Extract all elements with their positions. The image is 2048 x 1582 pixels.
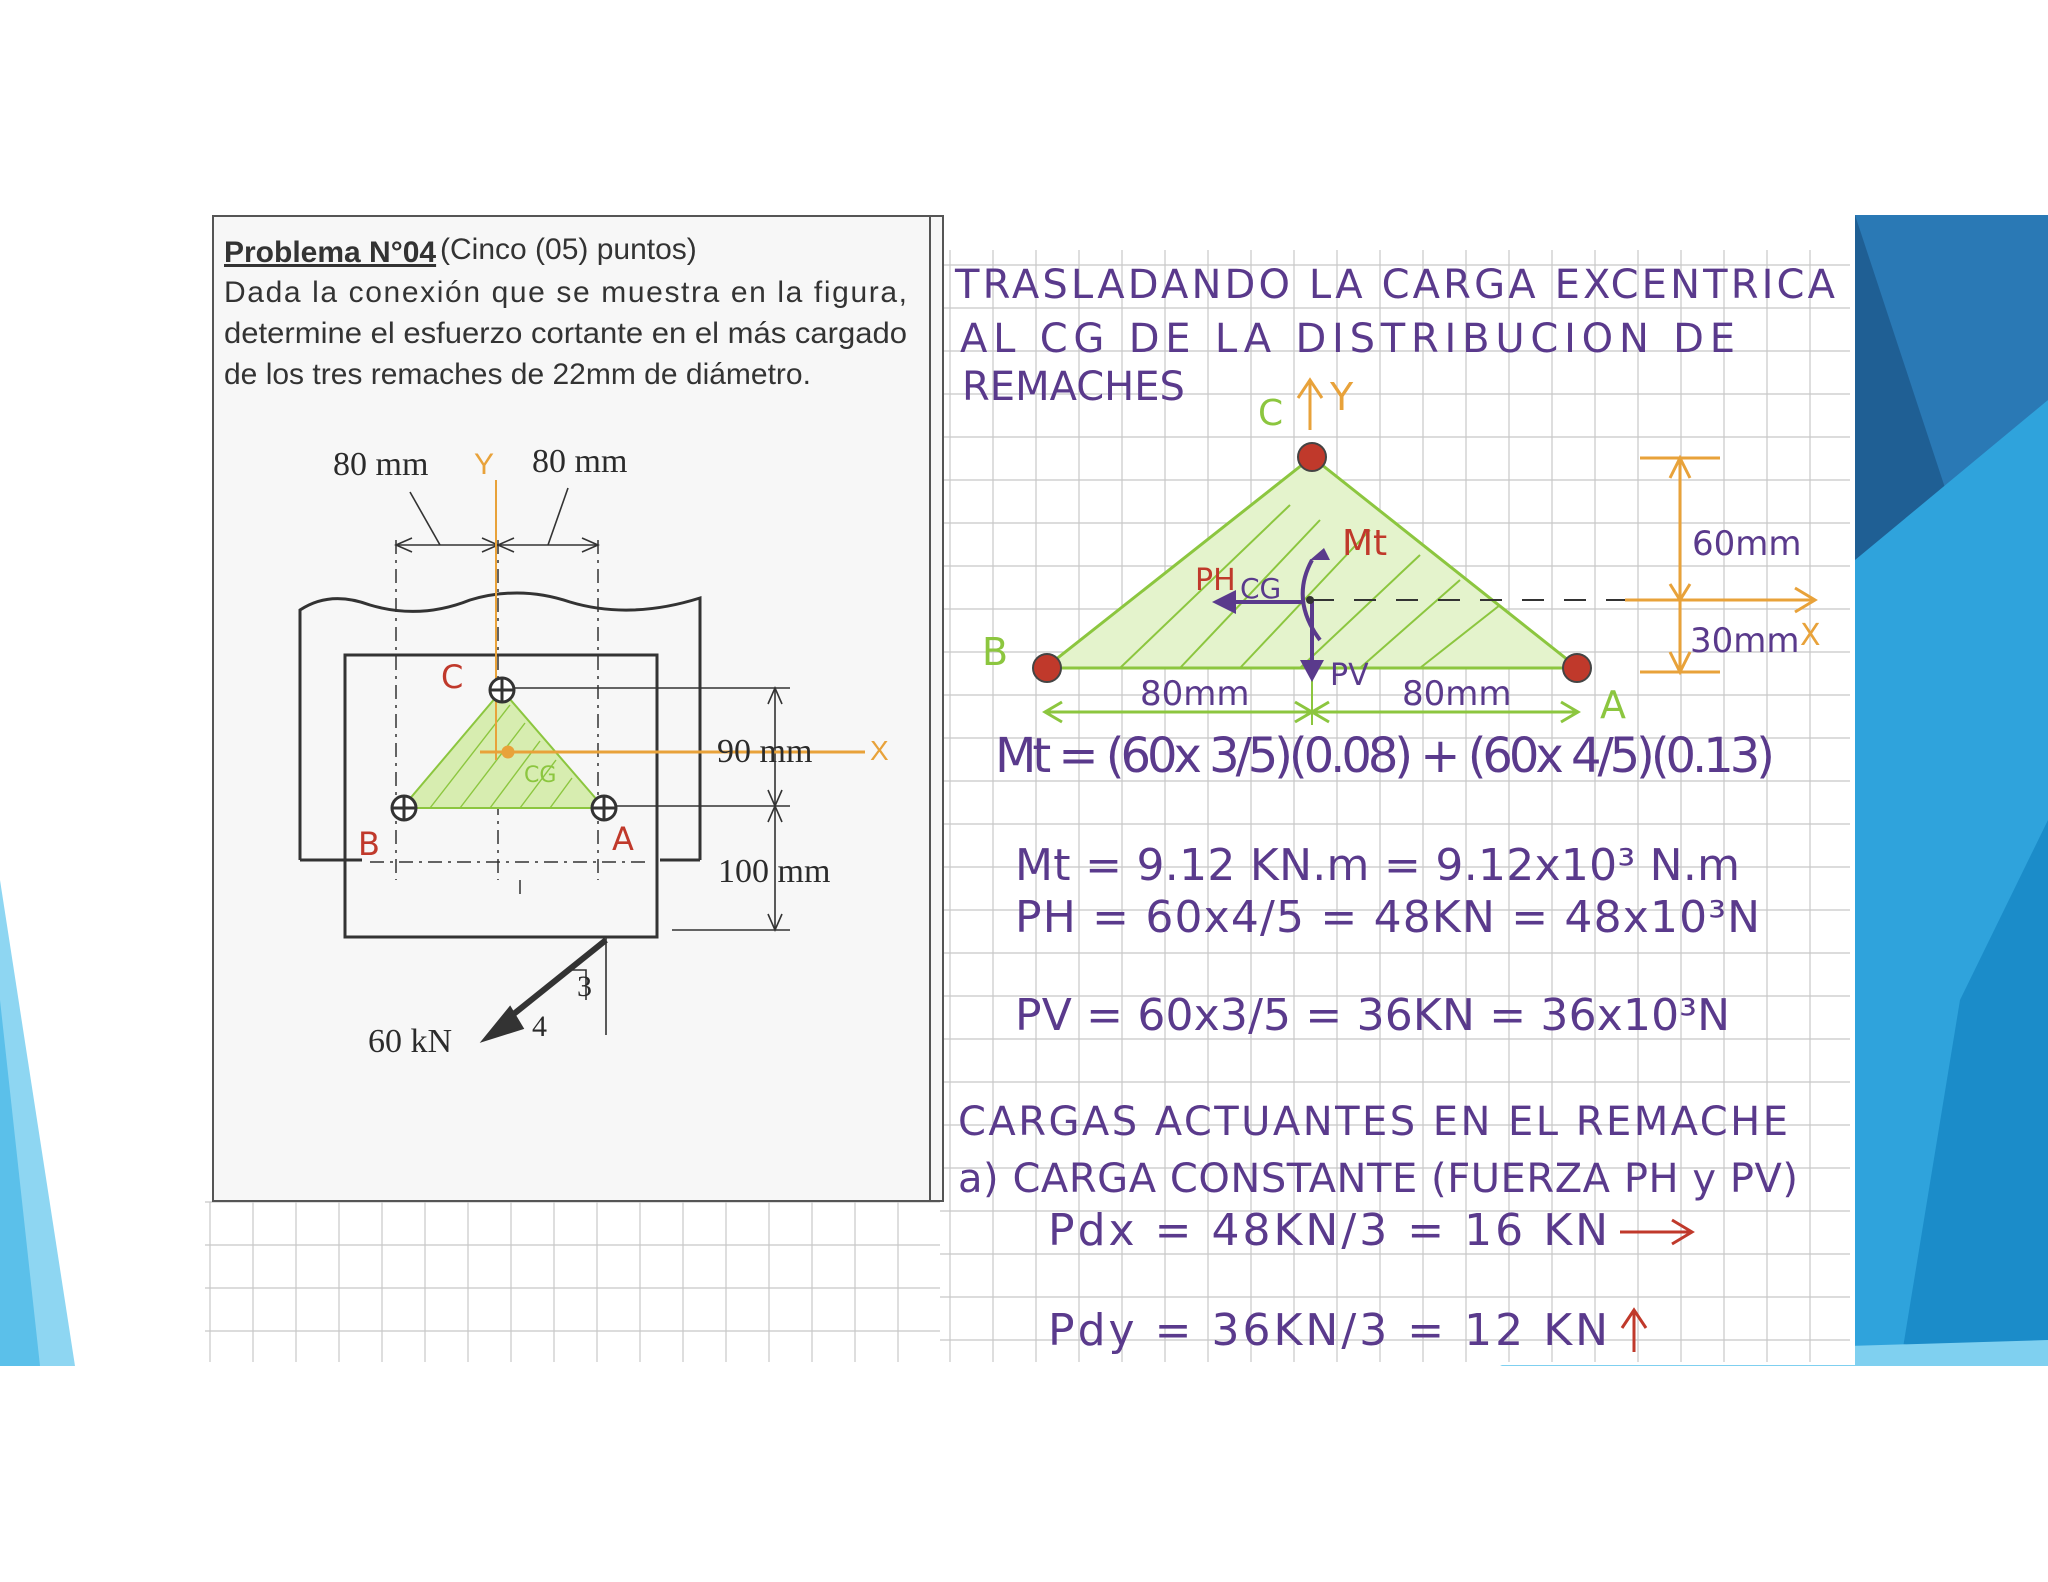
axis-y-label: Y	[474, 448, 495, 481]
solution-heading-1: TRASLADANDO LA CARGA EXCENTRICA	[955, 262, 1835, 308]
sketch-a: A	[1600, 683, 1626, 727]
solution-heading-3: REMACHES	[962, 364, 1185, 410]
dim-100: 100 mm	[718, 853, 831, 890]
problem-line-2: determine el esfuerzo cortante en el más cargado	[224, 317, 907, 350]
problem-line-1: Dada la conexión que se muestra en la figura,	[224, 276, 907, 309]
slope-4: 4	[532, 1010, 547, 1043]
rivet-c	[490, 678, 514, 702]
equation-mt: Mt = (60x 3/5)(0.08) + (60x 4/5)(0.13)	[995, 728, 1775, 784]
sketch-x: X	[1800, 618, 1821, 653]
axis-x-label: X	[870, 735, 889, 766]
problem-points: (Cinco (05) puntos)	[440, 233, 697, 266]
sketch-y: Y	[1330, 375, 1354, 419]
equation-pdx: Pdx = 48KN/3 = 16 KN	[1048, 1205, 1608, 1256]
equation-ph: PH = 60x4/5 = 48KN = 48x10³N	[1015, 892, 1760, 943]
rivet-a-label: A	[612, 820, 634, 858]
sketch-60mm: 60mm	[1692, 524, 1802, 564]
problem-line-3: de los tres remaches de 22mm de diámetro.	[224, 358, 811, 391]
solution-heading-2: AL CG DE LA DISTRIBUCION DE	[960, 316, 1735, 362]
sketch-ph: PH	[1195, 563, 1236, 598]
equation-pv: PV = 60x3/5 = 36KN = 36x10³N	[1015, 990, 1730, 1041]
sketch-mt: Mt	[1342, 523, 1388, 564]
rivet-b-label: B	[358, 825, 380, 863]
problem-heading: Problema N°04	[224, 236, 437, 269]
rivet-c-label: C	[441, 658, 464, 696]
sketch-b: B	[982, 630, 1009, 674]
equation-pdy: Pdy = 36KN/3 = 12 KN	[1048, 1305, 1608, 1356]
slope-3: 3	[577, 970, 592, 1003]
sketch-c: C	[1258, 393, 1284, 434]
cargas-title: CARGAS ACTUANTES EN EL REMACHE	[958, 1099, 1788, 1145]
sketch-cg: CG	[1240, 572, 1282, 605]
equation-mt-value: Mt = 9.12 KN.m = 9.12x10³ N.m	[1015, 840, 1740, 891]
dim-90: 90 mm	[717, 733, 813, 770]
dim-80-right: 80 mm	[532, 443, 628, 480]
cg-label: CG	[524, 763, 557, 788]
rivet-a	[592, 796, 616, 820]
sketch-pv: PV	[1330, 658, 1369, 693]
sketch-80mm-right: 80mm	[1402, 674, 1512, 714]
sketch-80mm-left: 80mm	[1140, 674, 1250, 714]
sketch-30mm: 30mm	[1690, 621, 1800, 661]
dim-80-left: 80 mm	[333, 446, 429, 483]
load-label: 60 kN	[368, 1023, 453, 1060]
item-a: a) CARGA CONSTANTE (FUERZA PH y PV)	[958, 1156, 1798, 1202]
rivet-b	[392, 796, 416, 820]
